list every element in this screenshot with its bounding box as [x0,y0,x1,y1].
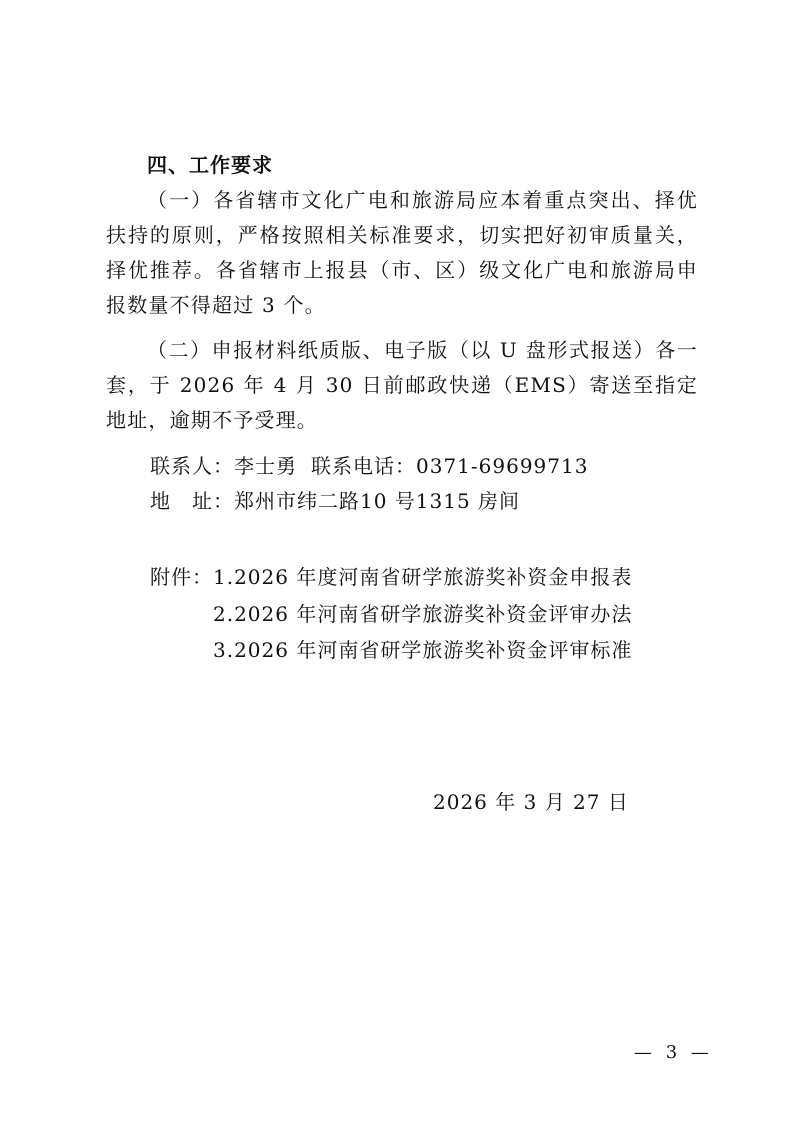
address-line: 地 址：郑州市纬二路10 号1315 房间 [150,489,521,513]
attachment-item-2: 2.2026 年河南省研学旅游奖补资金评审办法 [213,602,633,626]
page-number: — 3 — [634,1042,713,1063]
attachment-item-3: 3.2026 年河南省研学旅游奖补资金评审标准 [213,638,633,662]
requirement-paragraph-1: （一）各省辖市文化广电和旅游局应本着重点突出、择优扶持的原则，严格按照相关标准要求，切实把好初审质量关，择优推荐。各省辖市上报县（市、区）级文化广电和旅游局申报数量不得超过 3 个。 [106,188,698,317]
contact-person: 联系人：李士勇 [150,454,297,478]
section-heading: 四、工作要求 [147,153,273,177]
contact-line [150,450,588,479]
attachment-item-1: 1.2026 年度河南省研学旅游奖补资金申报表 [213,565,633,589]
requirement-paragraph-2: （二）申报材料纸质版、电子版（以 U 盘形式报送）各一套，于 2026 年 4 月 30 日前邮政快递（EMS）寄送至指定地址，逾期不予受理。 [106,338,698,432]
contact-phone: 联系电话：0371-69699713 [311,454,589,478]
attachments-label: 附件： [150,565,213,589]
document-date: 2026 年 3 月 27 日 [433,790,629,814]
